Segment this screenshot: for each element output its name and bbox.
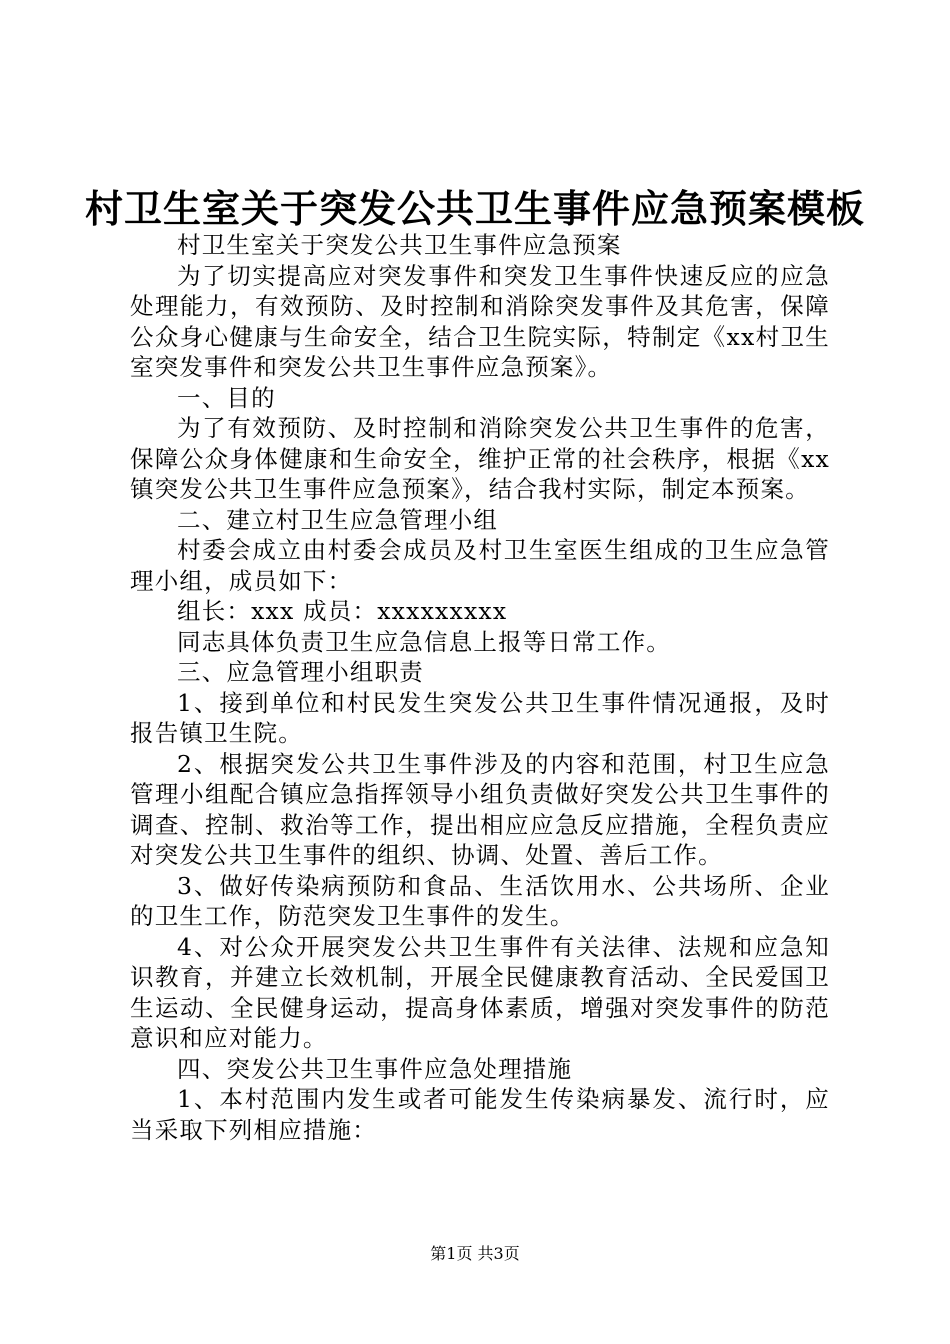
section-heading-measures: 四、突发公共卫生事件应急处理措施 [177,1054,573,1083]
paragraph-purpose: 为了有效预防、及时控制和消除突发公共卫生事件的危害，保障公众身体健康和生命安全，维护正常的社会秩序，根据《xx镇突发公共卫生事件应急预案》，结合我村实际，制定本预案。 [130,414,830,503]
list-item-duty-2: 2、根据突发公共卫生事件涉及的内容和范围，村卫生应急管理小组配合镇应急指挥领导小组负责做好突发公共卫生事件的调查、控制、救治等工作，提出相应应急反应措施，全程负责应对突发公共卫生事件的组织、协调、处置、善后工作。 [130,749,830,869]
paragraph-members: 组长：xxx 成员：xxxxxxxxx [177,597,508,625]
document-title: 村卫生室关于突发公共卫生事件应急预案模板 [84,187,865,231]
section-heading-duties: 三、应急管理小组职责 [177,658,424,686]
paragraph-responsible: 同志具体负责卫生应急信息上报等日常工作。 [177,627,671,656]
page-footer: 第1页 共3页 [430,1244,520,1263]
paragraph-group: 村委会成立由村委会成员及村卫生室医生组成的卫生应急管理小组，成员如下： [130,536,830,595]
paragraph-intro: 为了切实提高应对突发事件和突发卫生事件快速反应的应急处理能力，有效预防、及时控制和消除突发事件及其危害，保障公众身心健康与生命安全，结合卫生院实际，特制定《xx村卫生室突发事件和突发公共卫生事件应急预案》。 [130,261,830,381]
paragraph-subtitle: 村卫生室关于突发公共卫生事件应急预案 [177,231,622,259]
list-item-duty-3: 3、做好传染病预防和食品、生活饮用水、公共场所、企业的卫生工作，防范突发卫生事件的发生。 [130,871,830,930]
list-item-duty-1: 1、接到单位和村民发生突发公共卫生事件情况通报，及时报告镇卫生院。 [130,688,830,747]
list-item-duty-4: 4、对公众开展突发公共卫生事件有关法律、法规和应急知识教育，并建立长效机制，开展全民健康教育活动、全民爱国卫生运动、全民健身运动，提高身体素质，增强对突发事件的防范意识和应对能力。 [130,932,830,1052]
section-heading-purpose: 一、目的 [177,383,276,412]
document-body [130,230,830,1145]
list-item-measure-1: 1、本村范围内发生或者可能发生传染病暴发、流行时，应当采取下列相应措施： [130,1085,830,1144]
section-heading-group: 二、建立村卫生应急管理小组 [177,505,499,534]
